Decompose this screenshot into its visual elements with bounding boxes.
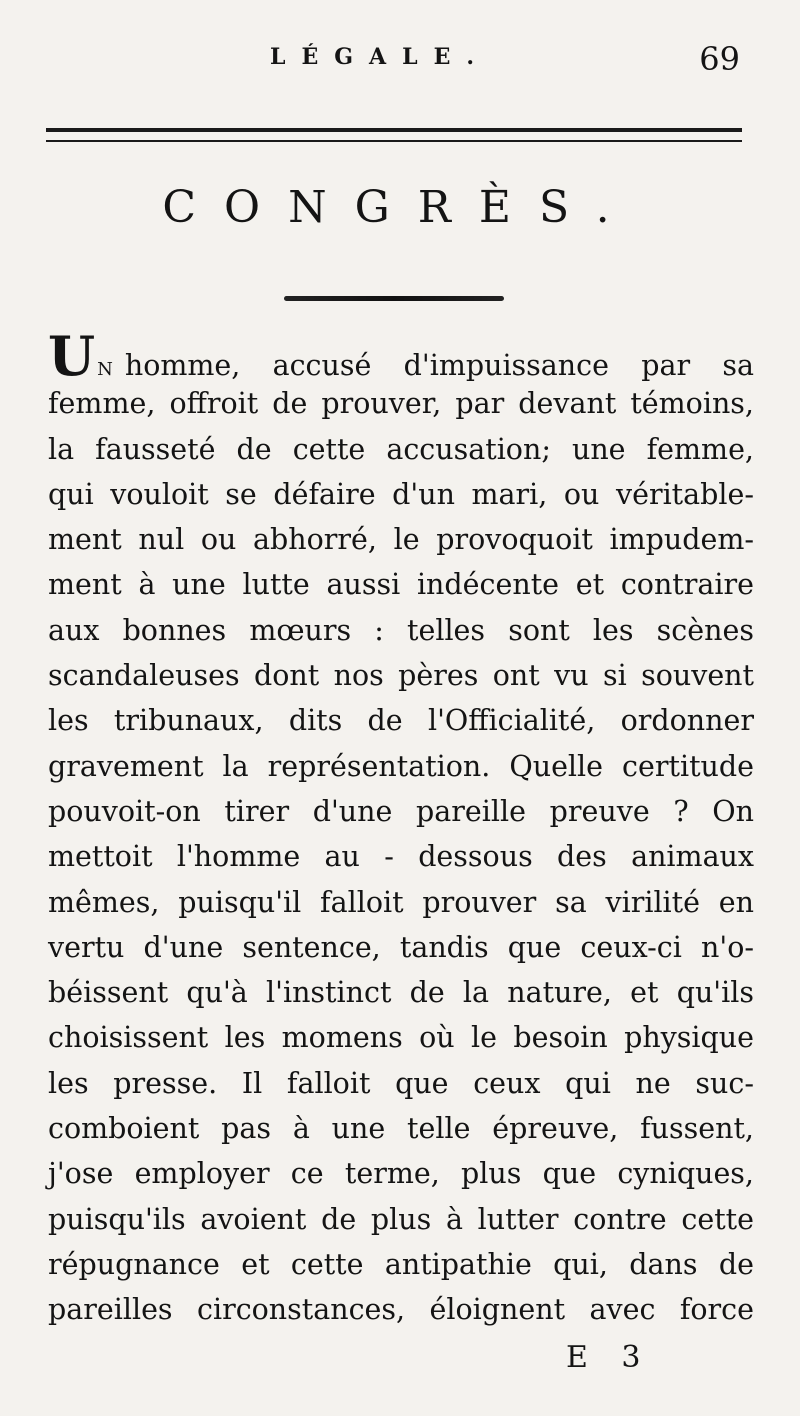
text-line: qui vouloit se défaire d'un mari, ou véritable- (48, 477, 754, 511)
text-line: pareilles circonstances, éloignent avec force (48, 1293, 754, 1327)
text-line: mêmes, puisqu'il falloit prouver sa virilité en (48, 885, 754, 919)
text-line: femme, offroit de prouver, par devant témoins, (48, 387, 754, 421)
chapter-title: CONGRÈS. (162, 182, 638, 233)
header-rule-thin (46, 140, 742, 142)
text-line-1-content: homme, accusé d'impuissance par sa (124, 349, 754, 382)
text-line: vertu d'une sentence, tandis que ceux-ci n'o- (48, 930, 754, 964)
text-line: répugnance et cette antipathie qui, dans de (48, 1247, 754, 1281)
text-line: aux bonnes mœurs : telles sont les scènes (48, 613, 754, 647)
first-word-rest: N (97, 359, 115, 380)
text-line: gravement la représentation. Quelle certitude (48, 749, 754, 783)
running-title: LÉGALE. (270, 44, 490, 70)
running-head (0, 40, 800, 84)
text-line: pouvoit-on tirer d'une pareille preuve ? On (48, 794, 754, 828)
header-rule-thick (46, 128, 742, 132)
text-line: ment à une lutte aussi indécente et contraire (48, 568, 754, 602)
text-line: comboient pas à une telle épreuve, fussent, (48, 1112, 754, 1146)
text-line: puisqu'ils avoient de plus à lutter contre cette (48, 1202, 754, 1236)
text-line-1 (48, 324, 754, 388)
text-line: béissent qu'à l'instinct de la nature, et qu'ils (48, 976, 754, 1010)
text-line: les presse. Il falloit que ceux qui ne suc- (48, 1066, 754, 1100)
text-line: la fausseté de cette accusation; une femme, (48, 432, 754, 466)
text-line: mettoit l'homme au - dessous des animaux (48, 840, 754, 874)
text-line: scandaleuses dont nos pères ont vu si souvent (48, 659, 754, 693)
body-text (48, 324, 754, 1333)
text-line: ment nul ou abhorré, le provoquoit impudem- (48, 523, 754, 557)
text-line: choisissent les momens où le besoin physique (48, 1021, 754, 1055)
signature-mark: E 3 (566, 1340, 653, 1375)
text-line: j'ose employer ce terme, plus que cyniques, (48, 1157, 754, 1191)
text-line: les tribunaux, dits de l'Officialité, ordonner (48, 704, 754, 738)
drop-cap: U (48, 324, 96, 388)
title-ornament-rule (284, 296, 504, 301)
page-number: 69 (699, 40, 740, 78)
